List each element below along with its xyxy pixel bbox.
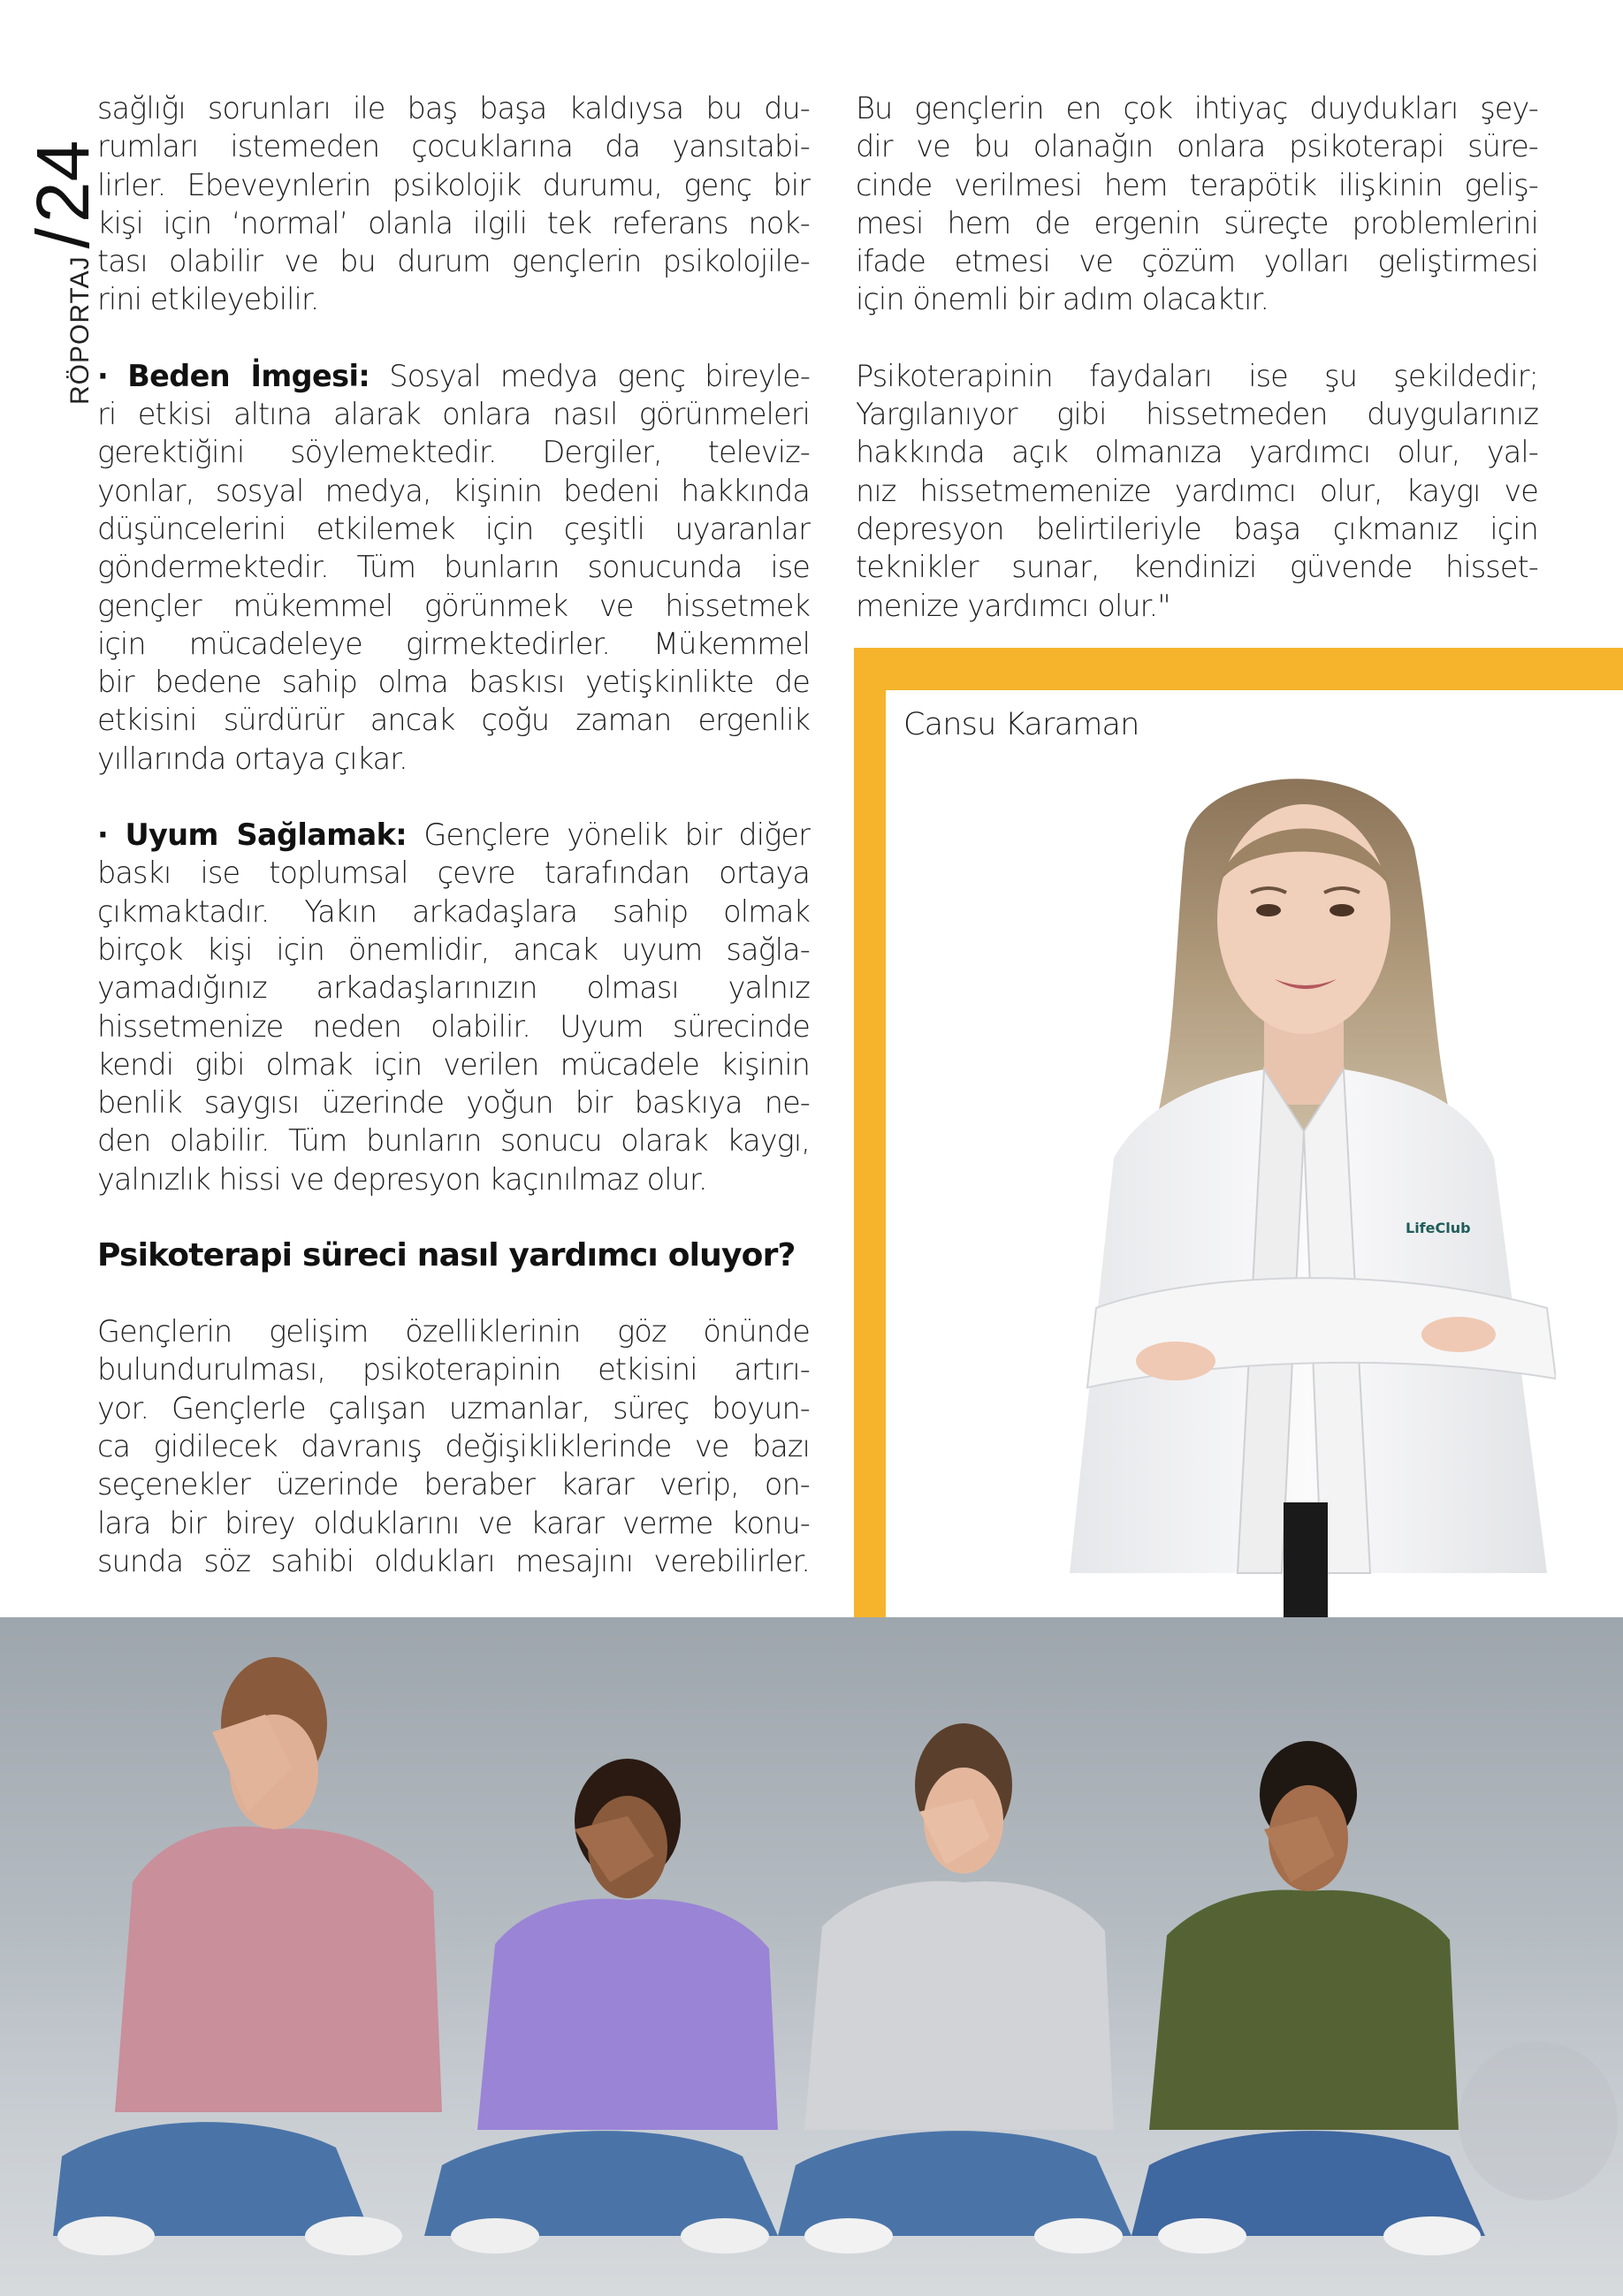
left-column <box>97 89 810 1580</box>
body-image-paragraph <box>97 357 810 778</box>
text-line: Yargılanıyor gibi hissetmeden duygularınız <box>856 397 1538 432</box>
intro-paragraph <box>97 89 810 319</box>
text-line: Bu gençlerin en çok ihtiyaç duydukları şey- <box>856 91 1538 125</box>
section-heading: Psikoterapi süreci nasıl yardımcı oluyor? <box>97 1237 796 1274</box>
text-line: seçenekler üzerinde beraber karar verip, on- <box>97 1467 810 1502</box>
text-line: dir ve bu olanağın onlara psikoterapi süre- <box>856 129 1538 164</box>
text-line: düşüncelerini etkilemek için çeşitli uyaranlar <box>97 511 810 546</box>
text-line: hissetmenize neden olabilir. Uyum sürecinde <box>97 1008 810 1044</box>
text-fragment: Gençlere yönelik bir diğer <box>407 817 810 853</box>
text-line: cinde verilmesi hem terapötik ilişkinin geliş- <box>856 167 1538 202</box>
group-photo-illustration <box>0 1617 1623 2296</box>
text-line: için önemli bir adım olacaktır. <box>856 282 1269 317</box>
header-separator: / <box>21 228 105 249</box>
text-line: gençler mükemmel görünmek ve hissetmek <box>97 588 810 623</box>
text-line <box>97 357 810 395</box>
text-line: rini etkileyebilir. <box>97 282 319 317</box>
watermark-logo <box>1459 2041 1618 2201</box>
text-line: gerektiğini söylemektedir. Dergiler, televiz- <box>97 435 810 470</box>
subheading-body-image: Beden İmgesi: <box>127 358 370 393</box>
text-line: tası olabilir ve bu durum gençlerin psikolojile- <box>97 244 810 279</box>
text-line: kişi için ‘normal’ olanla ilgili tek referans nok- <box>97 205 810 240</box>
text-line: sağlığı sorunları ile baş başa kaldıysa bu du- <box>97 91 810 125</box>
text-line: etkisini sürdürür ancak çoğu zaman ergenlik <box>97 703 810 738</box>
text-line: yıllarında ortaya çıkar. <box>97 741 408 776</box>
running-header <box>21 95 105 405</box>
expert-portrait <box>1017 742 1600 1617</box>
text-line: menize yardımcı olur." <box>856 588 1170 623</box>
text-line: yor. Gençlerle çalışan uzmanlar, süreç boyun- <box>97 1390 810 1425</box>
text-line: sunda söz sahibi oldukları mesajını verebilirler. <box>97 1543 810 1578</box>
text-line: depresyon belirtileriyle başa çıkmanız için <box>856 511 1538 546</box>
text-line: ifade etmesi ve çözüm yolları geliştirmesi <box>856 244 1538 279</box>
text-line: yonlar, sosyal medya, kişinin bedeni hakkında <box>97 473 810 508</box>
page-number: 24 <box>21 140 105 224</box>
text-line: göndermektedir. Tüm bunların sonucunda ise <box>97 550 810 585</box>
person-grey-sweatshirt <box>778 1723 1132 2254</box>
text-line: ca gidilecek davranış değişikliklerinde ve bazı <box>97 1428 810 1464</box>
coat-logo: LifeClub <box>1406 1220 1471 1236</box>
right-column <box>856 89 1538 625</box>
text-line: ri etkisi altına alarak onlara nasıl görünmeleri <box>97 397 810 432</box>
text-line: lara bir birey olduklarını ve karar verme konu- <box>97 1505 810 1540</box>
text-line: Gençlerin gelişim özelliklerinin göz önünde <box>97 1314 810 1349</box>
text-line: Psikoterapinin faydaları ise şu şekildedir; <box>856 358 1538 393</box>
conformity-paragraph <box>97 816 810 1198</box>
group-photo <box>0 1617 1623 2296</box>
text-line: baskı ise toplumsal çevre tarafından ortaya <box>97 855 810 891</box>
text-line: rumları istemeden çocuklarına da yansıtabi- <box>97 129 810 164</box>
text-line: yalnızlık hissi ve depresyon kaçınılmaz olur. <box>97 1161 707 1197</box>
text-line: yamadığınız arkadaşlarınızın olması yalnız <box>97 970 810 1006</box>
therapy-paragraph <box>97 1312 810 1580</box>
text-line: birçok kişi için önemlidir, ancak uyum sağla- <box>97 931 810 967</box>
expert-name: Cansu Karaman <box>903 707 1139 742</box>
text-fragment: Sosyal medya genç bireyle- <box>370 358 811 393</box>
text-line <box>97 816 810 854</box>
text-line: benlik saygısı üzerinde yoğun bir baskıya ne- <box>97 1085 810 1121</box>
benefits-paragraph <box>856 357 1538 625</box>
text-line: hakkında açık olmanıza yardımcı olur, yal- <box>856 435 1538 470</box>
text-line: mesi hem de ergenin süreçte problemlerini <box>856 205 1538 240</box>
needs-paragraph <box>856 89 1538 319</box>
text-line: kendi gibi olmak için verilen mücadele kişinin <box>97 1046 810 1082</box>
text-line: bir bedene sahip olma baskısı yetişkinlikte de <box>97 665 810 700</box>
text-line: için mücadeleye girmektedirler. Mükemmel <box>97 626 810 661</box>
text-line: bulundurulması, psikoterapinin etkisini artırı- <box>97 1352 810 1387</box>
text-line: teknikler sunar, kendinizi güvende hisset- <box>856 550 1538 585</box>
bullet: · <box>97 358 109 393</box>
person-lavender-sweatshirt <box>424 1759 778 2254</box>
section-label: RÖPORTAJ <box>65 255 95 405</box>
subheading-conformity: Uyum Sağlamak: <box>125 817 408 853</box>
text-line: den olabilir. Tüm bunların sonucu olarak kaygı, <box>97 1123 810 1159</box>
person-olive-hoodie <box>1132 1741 1485 2255</box>
text-line: çıkmaktadır. Yakın arkadaşlara sahip olmak <box>97 893 810 929</box>
text-line: nız hissetmemenize yardımcı olur, kaygı ve <box>856 473 1538 508</box>
person-pink-hoodie <box>53 1657 442 2255</box>
bullet: · <box>97 817 109 853</box>
text-line: lirler. Ebeveynlerin psikolojik durumu, genç bir <box>97 167 810 202</box>
